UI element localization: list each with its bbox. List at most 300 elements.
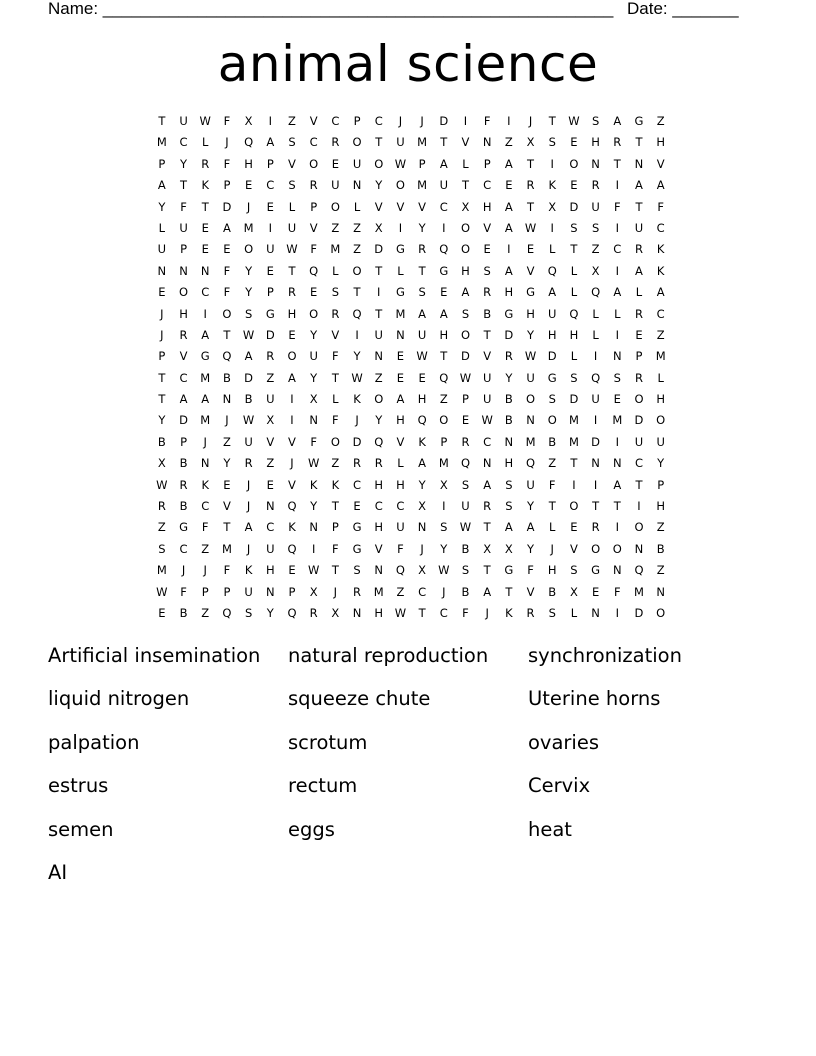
grid-letter: C: [201, 285, 210, 300]
grid-letter: O: [309, 306, 319, 321]
grid-letter: Z: [656, 520, 665, 535]
grid-letter: Q: [526, 456, 536, 471]
grid-letter: Y: [223, 456, 231, 471]
grid-letter: I: [550, 220, 554, 235]
grid-letter: L: [353, 199, 361, 214]
grid-letter: C: [656, 306, 665, 321]
grid-letter: U: [179, 114, 188, 128]
grid-letter: K: [656, 242, 665, 257]
grid-letter: W: [459, 370, 472, 385]
grid-letter: L: [332, 263, 339, 278]
grid-letter: P: [180, 242, 187, 257]
grid-row: [151, 432, 671, 453]
grid-letter: W: [481, 413, 493, 428]
grid-letter: O: [591, 541, 601, 556]
grid-letter: X: [461, 199, 470, 214]
grid-letter: F: [310, 242, 317, 257]
grid-letter: U: [461, 499, 470, 514]
grid-letter: R: [591, 520, 600, 535]
grid-letter: E: [483, 242, 491, 257]
grid-letter: A: [201, 392, 210, 407]
grid-letter: T: [635, 199, 643, 214]
grid-letter: P: [201, 584, 209, 599]
grid-letter: E: [461, 413, 470, 428]
grid-letter: J: [420, 114, 424, 128]
grid-row: [151, 496, 671, 517]
grid-letter: R: [157, 499, 166, 514]
grid-letter: N: [374, 563, 384, 578]
grid-letter: M: [395, 306, 406, 321]
grid-letter: K: [656, 263, 665, 278]
grid-letter: N: [309, 413, 318, 428]
grid-letter: F: [657, 199, 664, 214]
grid-letter: C: [396, 499, 405, 514]
grid-letter: S: [548, 135, 556, 150]
grid-letter: K: [244, 563, 253, 578]
grid-letter: R: [613, 135, 622, 150]
grid-letter: A: [157, 178, 166, 193]
grid-letter: A: [656, 285, 665, 300]
grid-letter: Q: [547, 263, 557, 278]
grid-letter: N: [265, 584, 275, 599]
grid-letter: P: [418, 156, 426, 171]
grid-letter: M: [568, 434, 579, 449]
grid-letter: U: [439, 178, 448, 193]
grid-letter: O: [222, 306, 232, 321]
grid-letter: F: [223, 263, 231, 278]
grid-letter: V: [331, 327, 340, 342]
grid-letter: P: [353, 114, 361, 128]
grid-letter: L: [570, 263, 578, 278]
grid-letter: O: [526, 392, 536, 407]
grid-letter: L: [462, 156, 469, 171]
grid-letter: F: [332, 413, 339, 428]
grid-letter: G: [352, 520, 362, 535]
grid-letter: U: [266, 392, 275, 407]
grid-letter: L: [592, 306, 599, 321]
grid-letter: Y: [527, 327, 535, 342]
grid-letter: Z: [591, 242, 600, 257]
grid-letter: Z: [288, 114, 296, 128]
grid-letter: S: [591, 114, 600, 128]
grid-letter: Q: [417, 413, 427, 428]
grid-letter: E: [266, 263, 274, 278]
grid-letter: M: [525, 434, 536, 449]
grid-letter: Q: [591, 370, 601, 385]
grid-letter: V: [656, 156, 665, 171]
grid-row: [151, 282, 671, 303]
grid-letter: V: [288, 477, 296, 492]
grid-letter: G: [504, 563, 514, 578]
grid-letter: W: [568, 114, 580, 128]
grid-letter: E: [353, 499, 361, 514]
grid-letter: A: [504, 220, 513, 235]
grid-letter: X: [418, 499, 427, 514]
grid-letter: A: [613, 114, 622, 128]
grid-letter: B: [461, 541, 470, 556]
grid-letter: Q: [439, 370, 449, 385]
grid-letter: H: [396, 413, 405, 428]
grid-row: [151, 603, 671, 624]
grid-row: [151, 560, 671, 581]
grid-letter: Z: [656, 114, 665, 128]
grid-letter: V: [483, 220, 492, 235]
grid-letter: T: [527, 156, 535, 171]
grid-letter: D: [634, 413, 644, 428]
grid-letter: C: [266, 178, 275, 193]
grid-letter: Z: [374, 370, 383, 385]
grid-letter: L: [570, 605, 578, 620]
grid-letter: K: [309, 477, 318, 492]
grid-letter: E: [418, 370, 426, 385]
grid-letter: N: [612, 456, 622, 471]
grid-letter: Y: [418, 477, 426, 492]
grid-letter: Y: [158, 199, 166, 214]
grid-row: [151, 111, 671, 132]
grid-letter: H: [656, 392, 665, 407]
grid-letter: D: [374, 242, 384, 257]
grid-letter: T: [288, 263, 296, 278]
grid-letter: S: [505, 499, 513, 514]
grid-letter: M: [417, 178, 428, 193]
grid-letter: O: [352, 135, 362, 150]
grid-letter: K: [353, 392, 361, 407]
grid-letter: B: [548, 584, 557, 599]
grid-letter: J: [203, 434, 207, 449]
grid-letter: A: [504, 199, 513, 214]
grid-letter: V: [222, 499, 231, 514]
grid-letter: V: [526, 263, 535, 278]
grid-letter: T: [613, 499, 621, 514]
grid-letter: Z: [331, 456, 340, 471]
grid-letter: L: [158, 220, 166, 235]
grid-letter: F: [332, 349, 339, 364]
grid-letter: N: [591, 156, 600, 171]
grid-letter: T: [418, 263, 426, 278]
grid-letter: C: [439, 605, 448, 620]
grid-letter: B: [179, 456, 188, 471]
grid-letter: H: [439, 327, 449, 342]
grid-letter: T: [223, 520, 231, 535]
grid-letter: F: [310, 434, 317, 449]
grid-letter: V: [309, 114, 318, 128]
grid-letter: W: [394, 605, 407, 620]
grid-letter: A: [244, 349, 253, 364]
grid-letter: U: [634, 220, 644, 235]
grid-letter: S: [418, 285, 426, 300]
grid-letter: A: [635, 263, 643, 278]
grid-letter: R: [331, 306, 340, 321]
grid-letter: A: [201, 327, 210, 342]
grid-letter: G: [200, 349, 210, 364]
grid-letter: K: [418, 434, 426, 449]
grid-letter: W: [286, 242, 298, 257]
grid-letter: K: [505, 605, 513, 620]
grid-letter: W: [307, 563, 320, 578]
grid-letter: C: [374, 499, 383, 514]
grid-letter: H: [504, 456, 514, 471]
grid-letter: H: [244, 156, 253, 171]
grid-letter: E: [396, 370, 405, 385]
grid-letter: O: [244, 242, 254, 257]
word-list-item: scrotum: [288, 730, 368, 754]
grid-letter: C: [656, 220, 665, 235]
grid-letter: G: [352, 541, 362, 556]
grid-letter: S: [461, 306, 470, 321]
grid-letter: Q: [244, 135, 254, 150]
grid-letter: M: [156, 135, 167, 150]
grid-letter: D: [461, 349, 470, 364]
grid-row: [151, 175, 671, 196]
grid-letter: P: [288, 584, 296, 599]
grid-letter: Z: [353, 242, 361, 257]
word-list-item: eggs: [288, 817, 335, 841]
grid-letter: T: [331, 499, 339, 514]
grid-letter: M: [200, 413, 211, 428]
grid-letter: I: [442, 220, 446, 235]
grid-letter: A: [439, 306, 448, 321]
grid-letter: I: [507, 242, 511, 257]
grid-letter: O: [569, 499, 579, 514]
word-list-item: Cervix: [528, 774, 591, 798]
grid-letter: O: [287, 349, 297, 364]
grid-letter: R: [634, 370, 643, 385]
grid-letter: W: [438, 563, 450, 578]
grid-letter: B: [504, 413, 513, 428]
grid-letter: G: [504, 306, 514, 321]
grid-letter: K: [331, 477, 340, 492]
grid-letter: X: [244, 114, 253, 128]
grid-letter: B: [483, 306, 492, 321]
grid-letter: N: [612, 563, 622, 578]
grid-letter: S: [548, 605, 556, 620]
grid-letter: Q: [460, 456, 470, 471]
grid-letter: U: [396, 520, 405, 535]
grid-letter: V: [461, 135, 470, 150]
grid-letter: D: [244, 370, 254, 385]
grid-row: [151, 389, 671, 410]
grid-letter: A: [504, 156, 513, 171]
grid-letter: J: [160, 306, 164, 321]
grid-letter: P: [462, 392, 469, 407]
page-title: animal science: [217, 35, 599, 93]
grid-letter: Z: [157, 520, 166, 535]
grid-letter: P: [635, 349, 643, 364]
grid-letter: F: [483, 114, 491, 128]
grid-letter: H: [569, 327, 579, 342]
grid-letter: K: [201, 178, 209, 193]
grid-letter: A: [548, 285, 557, 300]
grid-letter: U: [309, 349, 318, 364]
grid-letter: M: [655, 349, 666, 364]
name-field-label: Name: ______________________________________________________: [48, 0, 614, 18]
grid-letter: H: [374, 605, 384, 620]
grid-letter: Y: [527, 499, 535, 514]
grid-letter: Y: [245, 263, 253, 278]
grid-letter: Z: [201, 541, 210, 556]
grid-letter: T: [375, 263, 383, 278]
grid-letter: N: [634, 541, 644, 556]
grid-letter: V: [526, 584, 535, 599]
grid-letter: L: [397, 456, 404, 471]
grid-letter: U: [157, 242, 167, 257]
grid-letter: T: [158, 370, 166, 385]
grid-letter: F: [332, 541, 339, 556]
grid-letter: Z: [656, 563, 665, 578]
grid-letter: X: [157, 456, 166, 471]
grid-letter: N: [417, 520, 427, 535]
grid-letter: P: [223, 584, 231, 599]
grid-letter: L: [592, 327, 599, 342]
grid-letter: T: [483, 327, 491, 342]
grid-letter: Y: [310, 327, 318, 342]
grid-letter: W: [199, 114, 211, 128]
grid-letter: O: [179, 285, 189, 300]
grid-letter: T: [418, 605, 426, 620]
grid-letter: T: [353, 285, 361, 300]
grid-letter: L: [570, 285, 578, 300]
grid-letter: S: [570, 220, 578, 235]
grid-letter: O: [330, 434, 340, 449]
grid-letter: Q: [634, 563, 644, 578]
grid-row: [151, 453, 671, 474]
grid-letter: C: [309, 135, 318, 150]
grid-letter: H: [374, 477, 384, 492]
grid-letter: P: [266, 156, 274, 171]
grid-letter: T: [375, 306, 383, 321]
grid-letter: E: [505, 178, 513, 193]
grid-letter: Y: [657, 456, 665, 471]
grid-letter: H: [504, 285, 514, 300]
grid-letter: I: [615, 263, 619, 278]
grid-letter: I: [203, 306, 207, 321]
grid-letter: I: [615, 434, 619, 449]
grid-letter: R: [461, 434, 470, 449]
grid-letter: M: [221, 541, 232, 556]
grid-letter: E: [244, 178, 253, 193]
grid-letter: H: [287, 306, 297, 321]
grid-letter: A: [613, 285, 622, 300]
grid-letter: H: [482, 199, 492, 214]
grid-letter: R: [266, 349, 275, 364]
grid-letter: B: [157, 434, 166, 449]
grid-letter: N: [634, 156, 644, 171]
grid-letter: Z: [353, 220, 361, 235]
grid-letter: J: [246, 541, 251, 556]
grid-letter: N: [504, 434, 514, 449]
grid-letter: F: [548, 477, 556, 492]
grid-letter: Z: [201, 605, 210, 620]
grid-letter: V: [266, 434, 275, 449]
grid-row: [151, 197, 671, 218]
grid-letter: K: [288, 520, 296, 535]
grid-letter: C: [613, 242, 622, 257]
grid-letter: E: [591, 584, 600, 599]
grid-letter: E: [223, 242, 231, 257]
grid-letter: S: [461, 563, 470, 578]
grid-letter: U: [179, 220, 188, 235]
grid-letter: R: [634, 306, 643, 321]
grid-letter: T: [483, 520, 491, 535]
grid-letter: Q: [222, 605, 232, 620]
grid-letter: Q: [395, 563, 405, 578]
grid-letter: G: [395, 285, 405, 300]
grid-letter: S: [440, 520, 448, 535]
grid-letter: O: [374, 156, 384, 171]
word-list-item: squeeze chute: [288, 687, 431, 711]
grid-letter: R: [179, 327, 188, 342]
word-list-item: rectum: [288, 774, 358, 798]
grid-letter: I: [442, 499, 446, 514]
grid-row: [151, 410, 671, 431]
grid-letter: C: [418, 584, 427, 599]
grid-letter: R: [309, 605, 318, 620]
grid-letter: O: [330, 199, 340, 214]
grid-letter: O: [634, 520, 644, 535]
grid-letter: L: [614, 306, 621, 321]
grid-letter: Z: [331, 220, 340, 235]
grid-letter: C: [179, 541, 188, 556]
grid-letter: D: [439, 114, 449, 128]
grid-letter: Z: [396, 584, 405, 599]
grid-letter: S: [331, 285, 339, 300]
grid-letter: C: [266, 520, 275, 535]
grid-letter: U: [244, 584, 253, 599]
grid-letter: S: [505, 477, 513, 492]
grid-letter: R: [418, 242, 427, 257]
grid-letter: H: [547, 563, 557, 578]
grid-letter: E: [440, 285, 448, 300]
grid-letter: M: [373, 584, 384, 599]
grid-letter: A: [504, 520, 513, 535]
grid-letter: R: [483, 499, 492, 514]
grid-letter: I: [377, 285, 381, 300]
grid-letter: L: [288, 199, 296, 214]
grid-letter: U: [526, 370, 535, 385]
grid-letter: P: [223, 178, 231, 193]
grid-letter: F: [462, 605, 469, 620]
grid-letter: R: [244, 456, 253, 471]
grid-letter: R: [634, 242, 643, 257]
grid-letter: U: [266, 242, 275, 257]
grid-letter: S: [548, 392, 556, 407]
grid-letter: R: [526, 605, 535, 620]
grid-letter: E: [331, 156, 339, 171]
grid-letter: M: [568, 413, 579, 428]
grid-letter: E: [613, 392, 621, 407]
grid-letter: N: [482, 135, 492, 150]
grid-letter: C: [353, 477, 362, 492]
grid-letter: N: [374, 349, 384, 364]
grid-letter: V: [374, 199, 383, 214]
grid-letter: J: [290, 456, 294, 471]
grid-letter: J: [160, 327, 164, 342]
grid-letter: G: [439, 263, 449, 278]
grid-letter: G: [526, 285, 535, 300]
grid-letter: H: [461, 263, 470, 278]
grid-row: [151, 517, 671, 538]
grid-letter: I: [507, 114, 511, 128]
grid-letter: U: [656, 434, 665, 449]
grid-letter: O: [656, 413, 666, 428]
grid-letter: Z: [222, 434, 231, 449]
word-list-item: Uterine horns: [528, 687, 661, 711]
grid-letter: R: [309, 178, 318, 193]
grid-letter: M: [634, 584, 644, 599]
grid-letter: A: [244, 520, 253, 535]
grid-letter: M: [438, 456, 449, 471]
grid-letter: J: [550, 541, 554, 556]
